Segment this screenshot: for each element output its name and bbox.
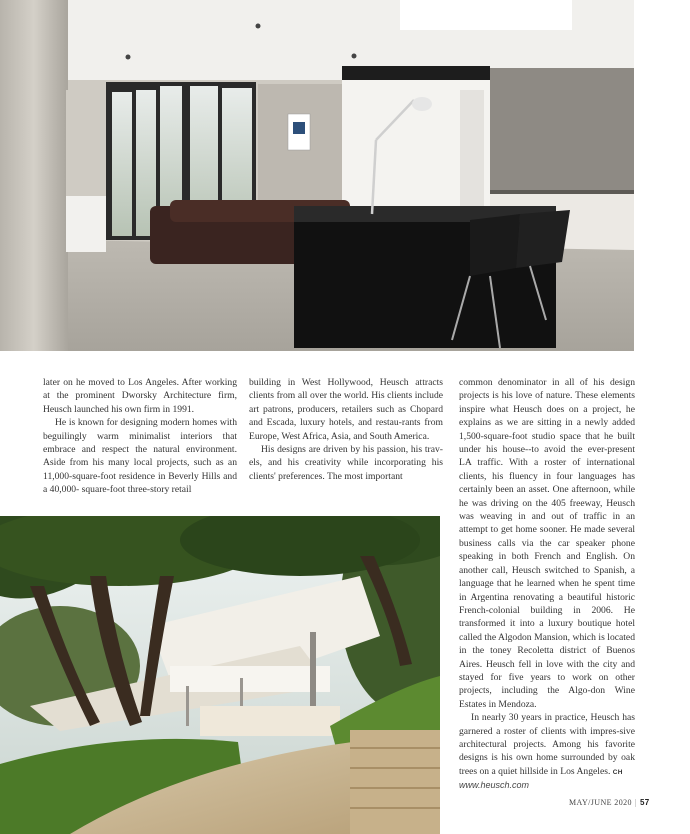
text-column-1	[43, 376, 237, 497]
col1-paragraph-1: later on he moved to Los Angeles. After working at the prominent Dworsky Architecture firm, Heusch launched his own firm in 1991.	[43, 377, 237, 415]
col3-paragraph-2-text: In nearly 30 years in practice, Heusch has garnered a roster of clients with impres-sive architectural projects. Among his favorite designs is his own home surrounded by oak trees on a quiet hillside in Los Angeles.	[459, 712, 635, 777]
author-initials: CH	[612, 768, 623, 776]
col2-paragraph-2: His designs are driven by his passion, his trav-els, and his creativity while incorporating his clients' preferences. The most important	[249, 444, 443, 482]
interior-photo	[0, 0, 634, 351]
exterior-photo-art	[0, 516, 440, 834]
folio-separator: |	[634, 798, 637, 807]
website-link[interactable]: www.heusch.com	[459, 780, 530, 791]
col3-paragraph-2	[459, 711, 635, 779]
page-number: 57	[639, 798, 650, 807]
col2-paragraph-1: building in West Hollywood, Heusch attracts clients from all over the world. His clients include art patrons, producers, retailers such as Chopard and Escada, luxury hotels, and restau-rants from Europe, West Africa, Asia, and South America.	[249, 377, 443, 442]
interior-photo-art	[0, 0, 634, 351]
exterior-photo	[0, 516, 440, 834]
col3-paragraph-1: common denominator in all of his design projects is his love of nature. These elements inspire what Heusch does on a project, he explains as we are sitting in a newly added 1,500-square-foot studio space that he built under his house--to avoid the ever-present LA traffic. With a roster of international clients, his fluency in four languages has certainly been an asset. One afternoon, while he was driving on the 405 freeway, Heusch was weaving in and out of traffic in an attempt to get home sooner. He made several business calls via the car speaker phone speaking in both French and English. On another call, Heusch switched to Spanish, a language that he learned when he spent time in Argentina renovating a beautiful historic French-colonial building in 2006. He transformed it into a luxury boutique hotel called the Algodon Mansion, which is located in the toney Recoletta district of Buenos Aires. Heusch fell in love with the city and stayed for five years to work on other projects, including the Algo-don Wine Estates in Mendoza.	[459, 377, 635, 710]
page-folio	[569, 798, 650, 807]
text-column-2	[249, 376, 443, 483]
issue-date: MAY/JUNE 2020	[569, 798, 632, 807]
text-column-3	[459, 376, 635, 793]
col1-paragraph-2: He is known for designing modern homes with beguilingly warm minimalist interiors that embrace and respect the natural environment. Aside from his many local projects, such as an 11,000-square-foot residence in Beverly Hills and a 40,000- square-foot three-story retail	[43, 417, 237, 496]
